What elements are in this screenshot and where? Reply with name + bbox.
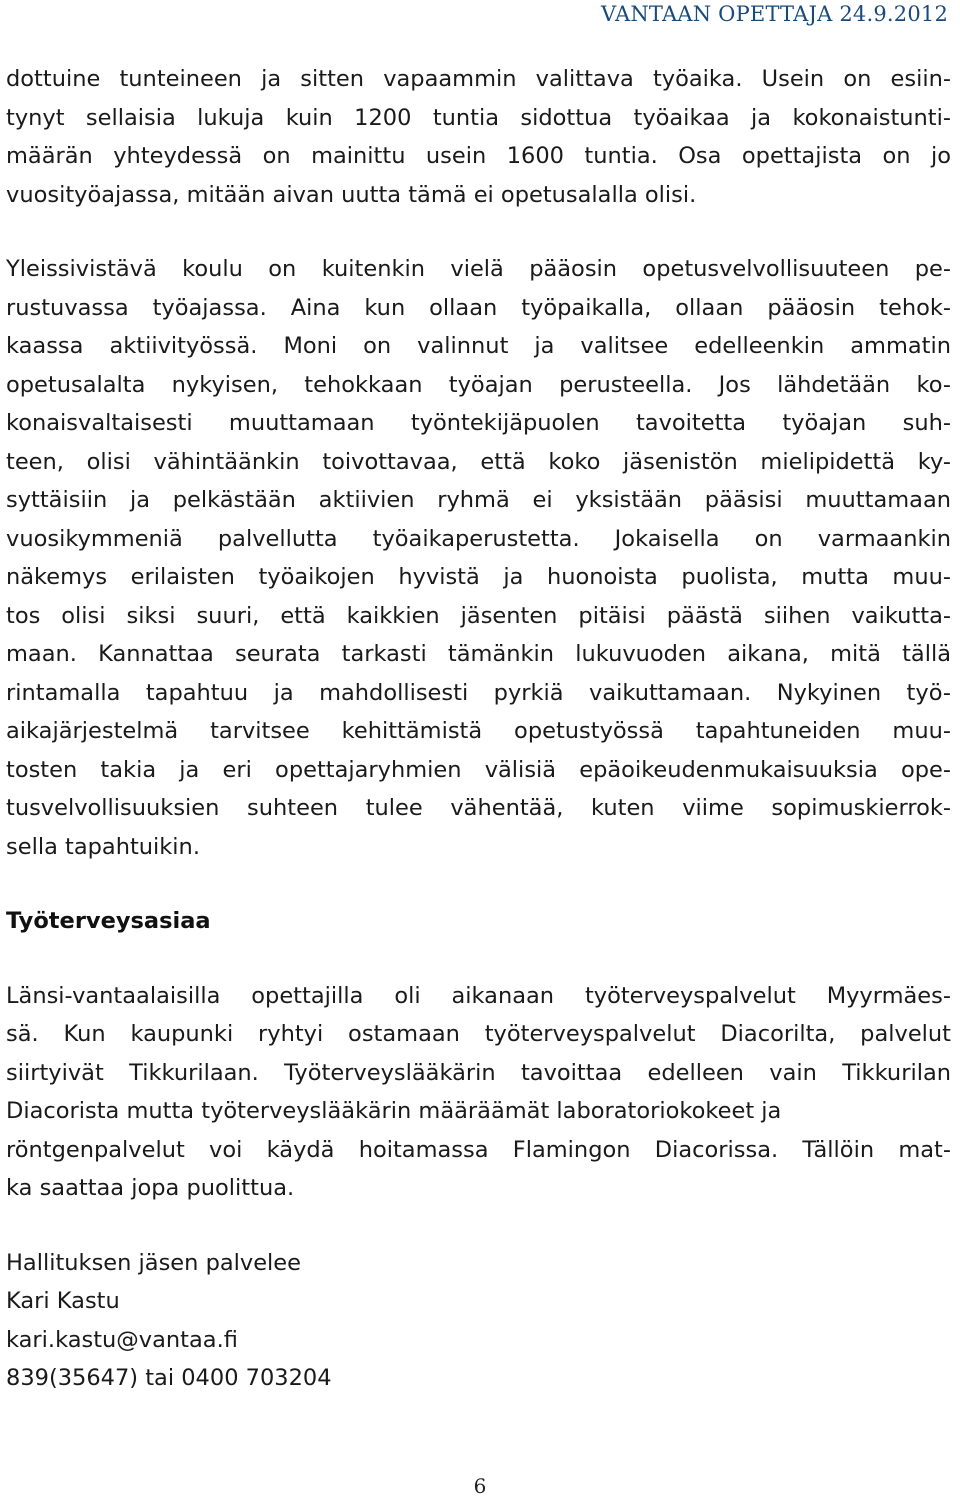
page-number: 6 bbox=[473, 1474, 487, 1498]
signature-email: kari.kastu@vantaa.fi bbox=[6, 1326, 238, 1353]
text-line: dottuine tunteineen ja sitten vapaammin valittava työaika. Usein on esiin- bbox=[6, 66, 951, 92]
text-line: syttäisiin ja pelkästään aktiivien ryhmä ei yksistään pääsisi muuttamaan bbox=[6, 487, 951, 513]
text-line: rustuvassa työajassa. Aina kun ollaan työpaikalla, ollaan pääosin tehok- bbox=[6, 294, 951, 321]
text-line: näkemys erilaisten työaikojen hyvistä ja huonoista puolista, mutta muu- bbox=[6, 564, 951, 590]
text-line: tusvelvollisuuksien suhteen tulee vähentää, kuten viime sopimuskierrok- bbox=[6, 795, 951, 821]
paragraph-occupational-health bbox=[6, 977, 951, 1208]
text-line: ka saattaa jopa puolittua. bbox=[6, 1175, 295, 1201]
text-line: vuosityöajassa, mitään aivan uutta tämä ei opetusalalla olisi. bbox=[6, 181, 697, 208]
running-header: VANTAAN OPETTAJA 24.9.2012 bbox=[601, 2, 948, 26]
text-line: teen, olisi vähintäänkin toivottavaa, että koko jäsenistön mielipidettä ky- bbox=[6, 448, 951, 475]
article-body bbox=[6, 60, 951, 1398]
signature-role: Hallituksen jäsen palvelee bbox=[6, 1249, 301, 1276]
text-line: opetusalalta nykyisen, tehokkaan työajan perusteella. Jos lähdetään ko- bbox=[6, 371, 951, 398]
text-line: rintamalla tapahtuu ja mahdollisesti pyrkiä vaikuttamaan. Nykyinen työ- bbox=[6, 679, 951, 706]
paragraph-working-time bbox=[6, 60, 951, 214]
text-line: tos olisi siksi suuri, että kaikkien jäsenten pitäisi päästä siihen vaikutta- bbox=[6, 602, 951, 629]
text-line: määrän yhteydessä on mainittu usein 1600 tuntia. Osa opettajista on jo bbox=[6, 143, 951, 169]
text-line: kaassa aktiivityössä. Moni on valinnut ja valitsee edelleenkin ammatin bbox=[6, 333, 951, 359]
text-line: tynyt sellaisia lukuja kuin 1200 tuntia sidottua työaikaa ja kokonaistunti- bbox=[6, 104, 951, 131]
signature-block bbox=[6, 1244, 951, 1398]
signature-phone: 839(35647) tai 0400 703204 bbox=[6, 1365, 332, 1391]
text-line: konaisvaltaisesti muuttamaan työntekijäpuolen tavoitetta työajan suh- bbox=[6, 410, 951, 436]
text-line: sä. Kun kaupunki ryhtyi ostamaan työterveyspalvelut Diacorilta, palvelut bbox=[6, 1021, 951, 1047]
text-line: Yleissivistävä koulu on kuitenkin vielä pääosin opetusvelvollisuuteen pe- bbox=[6, 256, 951, 282]
text-line: Länsi-vantaalaisilla opettajilla oli aikanaan työterveyspalvelut Myyrmäes- bbox=[6, 982, 951, 1009]
text-line: maan. Kannattaa seurata tarkasti tämänkin lukuvuoden aikana, mitä tällä bbox=[6, 641, 951, 667]
text-line: aikajärjestelmä tarvitsee kehittämistä opetustyössä tapahtuneiden muu- bbox=[6, 718, 951, 744]
text-line: Diacorista mutta työterveyslääkärin määräämät laboratoriokokeet ja bbox=[6, 1098, 782, 1124]
text-line: siirtyivät Tikkurilaan. Työterveyslääkärin tavoittaa edelleen vain Tikkurilan bbox=[6, 1059, 951, 1086]
text-line: tosten takia ja eri opettajaryhmien välisiä epäoikeudenmukaisuuksia ope- bbox=[6, 756, 951, 783]
paragraph-comprehensive-school bbox=[6, 250, 951, 866]
section-heading: Työterveysasiaa bbox=[6, 908, 211, 934]
text-line: vuosikymmeniä palvellutta työaikaperustetta. Jokaisella on varmaankin bbox=[6, 525, 951, 552]
text-line: röntgenpalvelut voi käydä hoitamassa Flamingon Diacorissa. Tällöin mat- bbox=[6, 1136, 951, 1163]
text-line: sella tapahtuikin. bbox=[6, 833, 200, 860]
signature-name: Kari Kastu bbox=[6, 1288, 120, 1314]
